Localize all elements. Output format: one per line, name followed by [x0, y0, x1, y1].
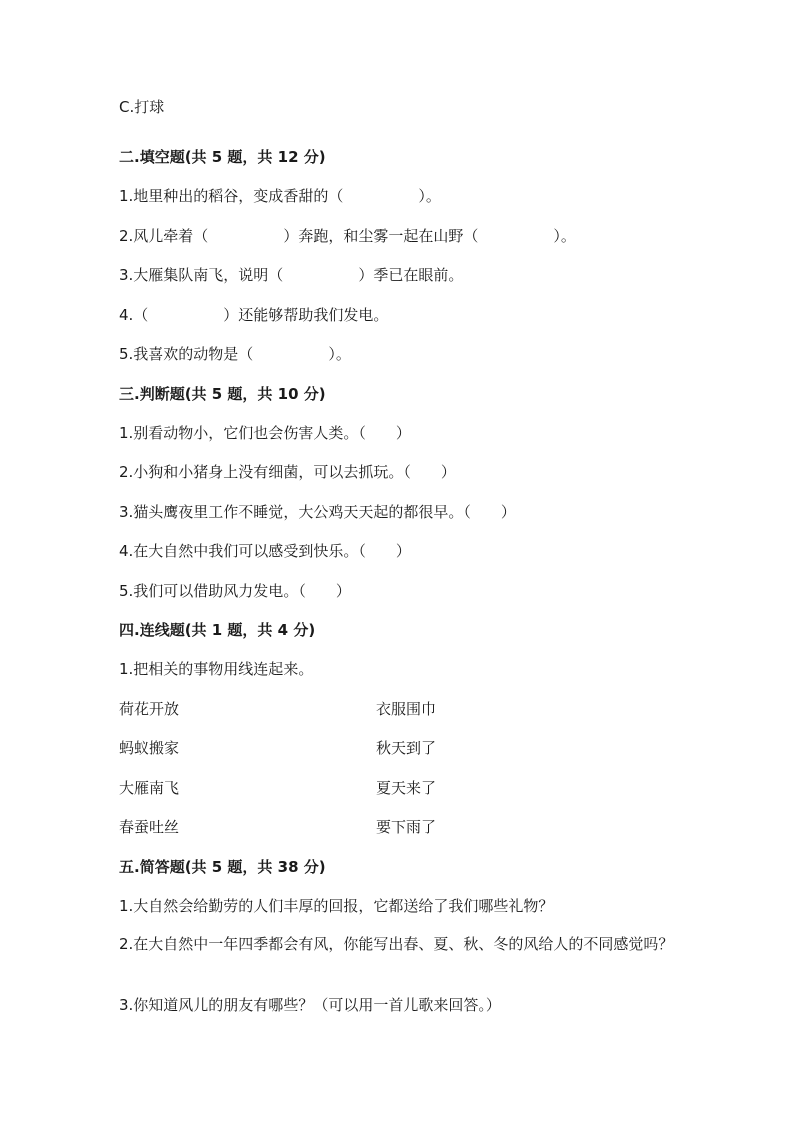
judge-question-5: 5.我们可以借助风力发电。（ ） [119, 582, 351, 600]
section-2-title: 二.填空题(共 5 题，共 12 分) [119, 148, 326, 166]
match-question-1: 1.把相关的事物用线连起来。 [119, 660, 314, 678]
match-right-item: 夏天来了 [376, 779, 437, 797]
match-right-item: 衣服围巾 [376, 700, 437, 718]
match-left-item: 蚂蚁搬家 [119, 739, 180, 757]
fill-question-1: 1.地里种出的稻谷，变成香甜的（ ）。 [119, 187, 441, 205]
section-4-title: 四.连线题(共 1 题，共 4 分) [119, 621, 316, 639]
section-3-title: 三.判断题(共 5 题，共 10 分) [119, 385, 326, 403]
fill-question-3: 3.大雁集队南飞，说明（ ）季已在眼前。 [119, 266, 464, 284]
short-answer-question-2: 2.在大自然中一年四季都会有风，你能写出春、夏、秋、冬的风给人的不同感觉吗？ [119, 935, 674, 953]
judge-question-2: 2.小狗和小猪身上没有细菌，可以去抓玩。（ ） [119, 463, 456, 481]
fill-question-4: 4.（ ）还能够帮助我们发电。 [119, 306, 389, 324]
section-5-title: 五.简答题(共 5 题，共 38 分) [119, 858, 326, 876]
match-left-item: 春蚕吐丝 [119, 818, 180, 836]
match-right-item: 要下雨了 [376, 818, 437, 836]
fill-question-5: 5.我喜欢的动物是（ ）。 [119, 345, 351, 363]
match-left-item: 荷花开放 [119, 700, 180, 718]
judge-question-4: 4.在大自然中我们可以感受到快乐。（ ） [119, 542, 411, 560]
short-answer-question-3: 3.你知道风儿的朋友有哪些？（可以用一首儿歌来回答。） [119, 996, 501, 1014]
match-left-item: 大雁南飞 [119, 779, 180, 797]
judge-question-3: 3.猫头鹰夜里工作不睡觉，大公鸡天天起的都很早。（ ） [119, 503, 516, 521]
previous-option-c: C.打球 [119, 98, 165, 116]
match-right-item: 秋天到了 [376, 739, 437, 757]
short-answer-question-1: 1.大自然会给勤劳的人们丰厚的回报，它都送给了我们哪些礼物？ [119, 897, 554, 915]
fill-question-2: 2.风儿牵着（ ）奔跑，和尘雾一起在山野（ ）。 [119, 227, 576, 245]
judge-question-1: 1.别看动物小，它们也会伤害人类。（ ） [119, 424, 411, 442]
